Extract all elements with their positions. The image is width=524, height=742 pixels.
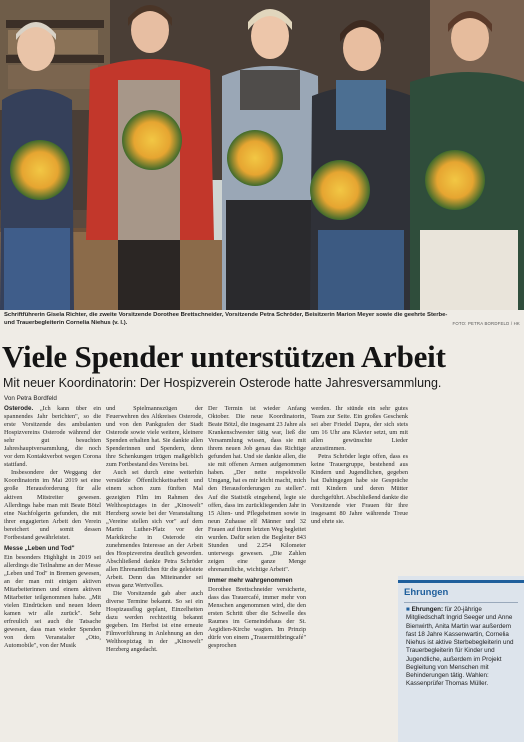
bullet-square-icon: ■ — [406, 606, 412, 613]
subheadline: Mit neuer Koordinatorin: Der Hospizverein Osterode hatte Jahresversammlung. — [3, 376, 442, 390]
subhead-immer-mehr: Immer mehr wahrgenommen — [208, 576, 293, 584]
paragraph: werden. Ihr stünde ein sehr gutes Team zur Seite. Ein großes Geschenk sei aber Friedel Dapra, der sich stets um 16 Uhr ans Klavier setzt, um mit allen gewünschte Lieder anzustimmen. — [311, 405, 408, 453]
paragraph: Ein besonders Highlight in 2019 sei allerdings die Teilnahme an der Messe „Leben und Tod" in Bremen gewesen, an der man mit einigen aktiven Mitarbeiterinnen und einem aktiven Mitarbeiter teilgenommen habe. „Mit vielen Eindrücken und neuen Ideen kamen wir alle zurück". Sehr erfreulich sei auch die Tatsache gewesen, dass man wieder Spenden von dem Veranstalter „Otto, Automobile", von der Musik — [4, 553, 101, 650]
info-box-ehrungen — [398, 576, 524, 742]
byline: Von Petra Bordfeld — [4, 395, 57, 402]
info-box-body: ■ Ehrungen: für 20-jährige Mitgliedschaft Ingrid Seeger und Anne Bienwirth, Anita Martin war außerdem fast 18 Jahre Kassenwartin, Cornelia Niehus ist aktive Sterbebegleiterin und Trauerbegleiterin für Kinder und Jugendliche, außerdem im Projekt Begleitung von Menschen mit Behinderungen tätig. Wahlen: Kassenprüfer Thomas Müller. — [406, 606, 514, 688]
article-column-2 — [106, 405, 203, 654]
info-box-accent-bar — [398, 580, 524, 583]
paragraph: Auch sei durch eine weiterhin verstärkte Öffentlichkeitsarbeit und einem schon zum fünften Mal gezeigten Film im Rahmen des Welthospiztages in der „Kinowelt" Herzberg sowie bei der Veranstaltung „Vereine stellen sich vor" auf dem Martin Luther-Platz vor der Marktkirche in Osterode ein zunehmendes Interesse an der Arbeit des Hospizvereins deutlich geworden. Abschließend dankte Petra Schröder allen Ehrenamtlichen für die geleistete Arbeit. Denn das Miteinander sei etwas ganz Wertvolles. — [106, 469, 203, 590]
photo-credit: FOTO: PETRA BORDFELD / HK — [452, 321, 520, 326]
dateline: Osterode. — [4, 405, 40, 412]
group-photo — [0, 0, 524, 310]
paragraph: Der Termin ist wieder Anfang Oktober. Die neue Koordinatorin, Beate Bötzl, die insgesamt 23 Jahre als Krankenschwester tätig war, ließ die Versammlung wissen, dass sie mit ihrem neuen Job genau das Richtige gefunden hat. Und sie dankte allen, die sie mit offenen Armen aufgenommen haben. „Der nette respektvolle Umgang, hat es mir leicht macht, mich den Herausforderungen zu stellen". Auf die Statistik eingehend, legte sie offen, dass im zurückliegenden Jahr in 15 Alten- und Pflegeheimen sowie in neun Zuhause elf Männer und 32 Frauen auf ihrem letzten Weg begleitet wurden. Dafür seien die Begleiter 843 Stunden und 2.254 Kilometer unterwegs gewesen. „Die Zahlen zeigen eine ganze Menge ehrenamtliche, wichtige Arbeit". — [208, 405, 306, 573]
headline: Viele Spender unterstützen Arbeit — [2, 339, 446, 374]
info-box-title: Ehrungen — [404, 587, 449, 598]
paragraph: Dorothee Brettschneider versicherte, dass das Trauercafé, immer mehr von Menschen angenommen wird, die den ersten Schritt über die Schwelle des Raumes im Gemeindehaus der St. Aegidien-Kirche wagten. Im Prinzip dürfe von einem „Trauermittbringcafé" gesprochen — [208, 585, 306, 650]
group-photo-illustration — [0, 0, 524, 310]
info-box-lead: Ehrungen: — [411, 606, 444, 613]
paragraph: Petra Schröder legte offen, dass es keine Trauergruppe, bestehend aus Kindern und Jugendlichen, gegeben hat Dahingegen habe sie Gespräche mit Kindern und deren Mütter durchgeführt. Abschließend dankte die Vorsitzende vier Frauen für ihre insgesamt 80 Jahre währende Treue und ehrte sie. — [311, 453, 408, 525]
article-column-3 — [208, 405, 306, 650]
divider — [404, 602, 518, 603]
article-column-1 — [4, 405, 101, 650]
paragraph: Osterode. „Ich kann über ein spannendes Jahr berichten", so die erste Vorsitzende des ambulanten Hospizvereins Osterode während der sehr gut besuchten Jahreshauptversammlung, die noch vor dem Kontaktverbot wegen Corona stattfand. — [4, 405, 101, 469]
photo-caption: Schriftführerin Gisela Richter, die zweite Vorsitzende Dorothee Brettschneider, Vorsitzende Petra Schröder, Beisitzerin Marion Meyer sowie die geehrte Sterbe- und Trauerbegleiterin Cornelia Niehus (v. l.). — [4, 312, 448, 327]
paragraph: und Spielmannszügen der Feuerwehren des Altkreises Osterode, und von den Pankgrafen der Stadt Osterode sowie viele weitere, kleinere Spenden erhalten hat. Sie dankte allen Spenderinnen und Spendern, denn ihre Schenkungen trügen maßgeblich zum Fortbestand des Vereins bei. — [106, 405, 203, 469]
article-column-4 — [311, 405, 408, 526]
paragraph: Die Vorsitzende gab aber auch diverse Termine bekannt. So sei ein Hospizausflug geplant, Einzelheiten dazu werden rechtzeitig bekannt gegeben. Im Herbst ist eine erneute Filmvorführung in Anlehnung an den Welthospiztag in der „Kinowelt" Herzberg angedacht. — [106, 590, 203, 654]
subhead-messe: Messe „Leben und Tod" — [4, 544, 75, 552]
paragraph: Insbesondere der Weggang der Koordinatorin im Mai 2019 sei eine große Herausforderung für alle aktiven Mitstreiter gewesen. Allerdings habe man mit Beate Bötzl eine Nachfolgerin gefunden, die mit ihrer engagierten Arbeit den Verein bereichert und somit dessen Fortbestand gewährleistet. — [4, 469, 101, 541]
